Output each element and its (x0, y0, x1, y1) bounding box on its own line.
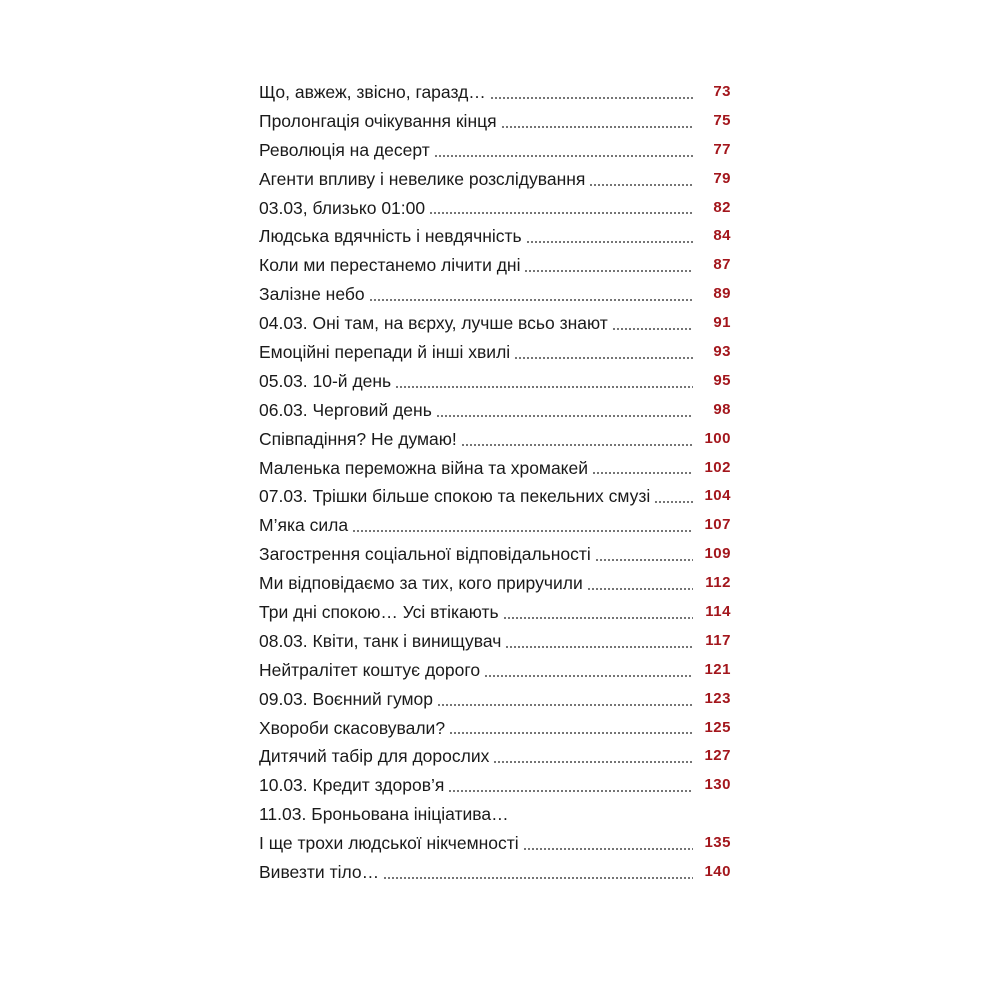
toc-entry-title-line: І ще трохи людської нікчемності (259, 833, 519, 854)
toc-entry (259, 454, 731, 483)
toc-page-number: 87 (713, 256, 731, 274)
dot-leader (493, 761, 693, 763)
toc-entry-title (259, 800, 519, 858)
toc-page-number: 89 (713, 285, 731, 303)
toc-page-number: 107 (704, 516, 731, 534)
toc-entry (259, 511, 731, 540)
toc-page-number: 117 (705, 631, 731, 649)
toc-page-number: 84 (713, 227, 731, 245)
toc-entry-title (259, 540, 591, 569)
toc-page-number: 91 (713, 314, 731, 332)
dot-leader (369, 299, 693, 301)
toc-entry-title-line: 08.03. Квіти, танк і винищувач (259, 630, 502, 651)
toc-entry-title (259, 627, 501, 656)
toc-entry-title-line: Три дні спокою… Усі втікають (259, 602, 499, 623)
toc-entry-title (259, 656, 480, 685)
toc-entry (259, 107, 731, 136)
toc-entry-title (259, 338, 510, 367)
toc-page-number: 82 (713, 198, 731, 216)
toc-entry-title (259, 685, 433, 714)
toc-page-number: 104 (704, 487, 731, 505)
toc-entry-title-line: 04.03. Оні там, на вєрху, лучше всьо знают (259, 313, 608, 334)
toc-page-number: 112 (705, 574, 731, 592)
dot-leader (526, 241, 693, 243)
dot-leader (595, 559, 693, 561)
toc-entry-title (259, 251, 520, 280)
toc-entry-title-line: Залізне небо (259, 284, 365, 305)
toc-entry (259, 136, 731, 165)
toc-entry (259, 367, 731, 396)
dot-leader (587, 588, 693, 590)
toc-entry-title (259, 425, 457, 454)
dot-leader (461, 444, 693, 446)
toc-entry-title-line: 07.03. Трішки більше спокою та пекельних смузі (259, 486, 651, 507)
dot-leader (514, 357, 693, 359)
toc-entry-title (259, 396, 432, 425)
toc-page-number: 127 (704, 747, 731, 765)
toc-entry-title (259, 78, 486, 107)
toc-entry-title (259, 858, 379, 887)
toc-entry-title-line: Дитячий табір для дорослих (259, 746, 490, 767)
dot-leader (434, 155, 693, 157)
toc-entry-title-line: Революція на десерт (259, 139, 430, 160)
toc-entry-title-line: Співпадіння? Не думаю! (259, 428, 457, 449)
toc-entry-title (259, 742, 489, 771)
toc-entry (259, 714, 731, 743)
toc-page-number: 98 (713, 400, 731, 418)
toc-entry-title-line: Людська вдячність і невдячність (259, 226, 522, 247)
toc-page-number: 100 (704, 429, 731, 447)
toc-entry-title (259, 482, 650, 511)
toc-entry-title (259, 454, 588, 483)
table-of-contents (259, 78, 731, 887)
toc-page-number: 73 (713, 82, 731, 100)
dot-leader (436, 415, 693, 417)
toc-page-number: 125 (704, 718, 731, 736)
toc-entry-title-line: Ми відповідаємо за тих, кого приручили (259, 573, 583, 594)
toc-entry-title (259, 714, 445, 743)
dot-leader (395, 386, 693, 388)
toc-entry-title-line: Емоційні перепади й інші хвилі (259, 342, 511, 362)
toc-entry-title-line: Пролонгація очікування кінця (259, 110, 497, 131)
dot-leader (654, 501, 693, 503)
toc-entry (259, 569, 731, 598)
toc-entry-title-line: Агенти впливу і невелике розслідування (259, 168, 586, 189)
toc-page-number: 77 (713, 140, 731, 158)
toc-entry (259, 858, 731, 887)
toc-page-number: 140 (704, 863, 731, 881)
toc-entry (259, 656, 731, 685)
toc-page-number: 95 (713, 371, 731, 389)
toc-page-number: 79 (713, 169, 731, 187)
toc-entry (259, 309, 731, 338)
toc-page-number: 114 (705, 603, 731, 621)
toc-entry-title-line: Нейтралітет коштує дорого (259, 659, 481, 680)
toc-entry (259, 280, 731, 309)
toc-entry (259, 338, 731, 367)
toc-entry-title-line: 03.03, близько 01:00 (259, 197, 426, 218)
toc-page-number: 102 (704, 458, 731, 476)
toc-entry-title (259, 367, 391, 396)
toc-page-number: 130 (704, 776, 731, 794)
dot-leader (448, 790, 693, 792)
dot-leader (612, 328, 693, 330)
toc-entry (259, 627, 731, 656)
toc-entry (259, 482, 731, 511)
toc-entry-title-line: 11.03. Броньована ініціатива… (259, 804, 509, 825)
toc-entry-title-line: Коли ми перестанемо лічити дні (259, 255, 521, 276)
toc-entry-title-line: 06.03. Черговий день (259, 399, 432, 420)
toc-entry-title-line: 10.03. Кредит здоров’я (259, 775, 445, 796)
toc-entry-title (259, 569, 583, 598)
dot-leader (524, 270, 693, 272)
toc-page-number: 123 (704, 689, 731, 707)
toc-page-number: 75 (713, 111, 731, 129)
toc-entry-title-line: Маленька переможна війна та хромакей (259, 457, 589, 478)
toc-entry (259, 598, 731, 627)
toc-entry (259, 800, 731, 858)
toc-entry-title-line: Що, авжеж, звісно, гаразд… (259, 81, 486, 102)
toc-entry (259, 222, 731, 251)
toc-entry (259, 742, 731, 771)
toc-entry (259, 78, 731, 107)
dot-leader (429, 212, 693, 214)
toc-entry-title (259, 309, 608, 338)
dot-leader (352, 530, 693, 532)
dot-leader (505, 646, 693, 648)
toc-entry (259, 396, 731, 425)
dot-leader (437, 704, 693, 706)
dot-leader (490, 97, 693, 99)
toc-entry-title (259, 771, 444, 800)
dot-leader (592, 472, 693, 474)
toc-entry-title (259, 107, 497, 136)
toc-entry-title-line: 05.03. 10-й день (259, 370, 392, 391)
toc-entry (259, 194, 731, 223)
toc-entry (259, 165, 731, 194)
toc-entry (259, 251, 731, 280)
dot-leader (501, 126, 693, 128)
toc-entry (259, 771, 731, 800)
toc-entry (259, 685, 731, 714)
dot-leader (383, 877, 693, 879)
toc-entry-title (259, 165, 585, 194)
toc-page-number: 109 (704, 545, 731, 563)
toc-entry-title-line: Вивезти тіло… (259, 862, 380, 883)
dot-leader (589, 184, 693, 186)
toc-entry-title-line: Загострення соціальної відповідальності (259, 544, 591, 565)
toc-page-number: 121 (704, 660, 731, 678)
toc-entry-title (259, 598, 499, 627)
toc-entry-title-line: Хвороби скасовували? (259, 717, 446, 738)
dot-leader (503, 617, 693, 619)
toc-entry-title-line: 09.03. Воєнний гумор (259, 688, 434, 709)
toc-entry-title (259, 222, 522, 251)
toc-page-number: 93 (713, 343, 731, 360)
toc-page-number: 135 (704, 834, 731, 852)
toc-entry (259, 540, 731, 569)
toc-entry-title (259, 136, 430, 165)
dot-leader (449, 732, 693, 734)
dot-leader (484, 675, 693, 677)
toc-entry-title (259, 511, 348, 540)
toc-entry-title (259, 194, 425, 223)
toc-entry-title (259, 280, 365, 309)
dot-leader (523, 848, 693, 850)
toc-entry-title-line: М’яка сила (259, 515, 349, 536)
toc-entry (259, 425, 731, 454)
